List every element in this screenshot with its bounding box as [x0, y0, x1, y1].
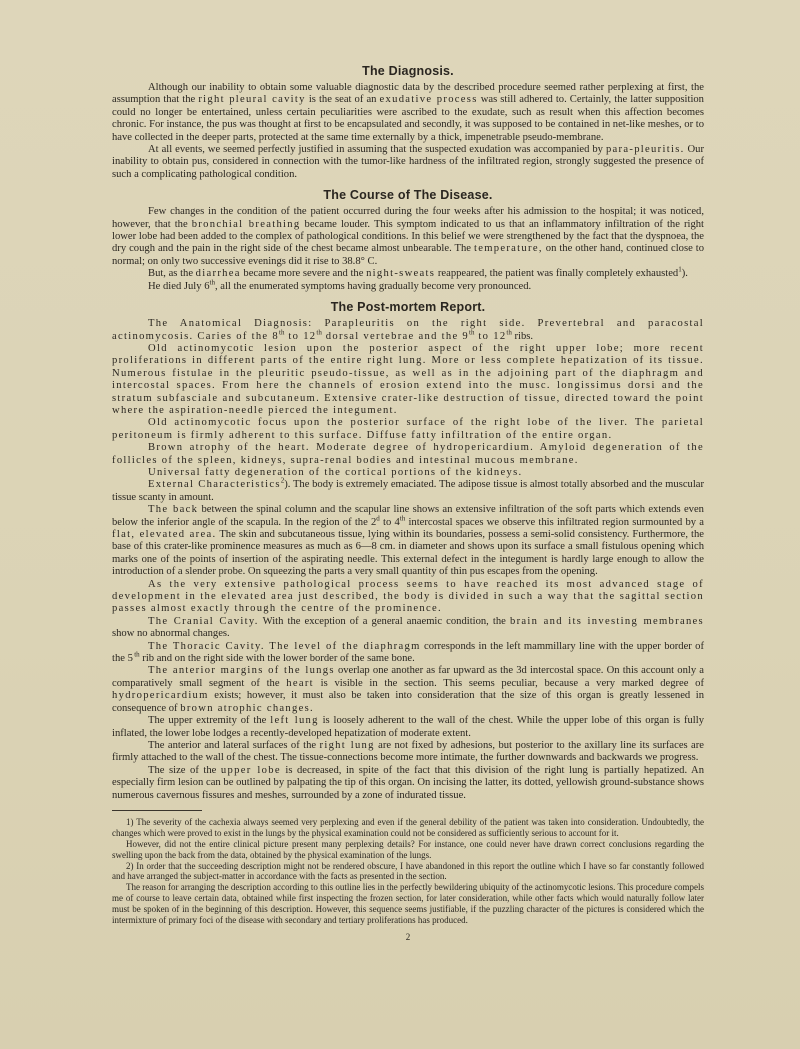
paragraph: The Cranial Cavity. With the exception of a general anaemic condition, the brain and its investing membranes show no abnormal changes.: [112, 615, 704, 640]
paragraph: At all events, we seemed perfectly justified in assuming that the suspected exudation was accompanied by para-pleuritis. Our inability to obtain pus, considered in connection with the tumor-like hardness of the infiltrated region, strongly suggested the presence of such a complicating pathological condition.: [112, 144, 705, 180]
paragraph: The Thoracic Cavity. The level of the diaphragm corresponds in the left mammillary line with the upper border of the 5th rib and on the right side with the lower border of the same bone.: [112, 640, 705, 665]
paragraph: As the very extensive pathological process seems to have reached its most advanced stage of development in the elevated area just described, the body is divided in such a way that the sagittal section passes almost exactly through the centre of the prominence.: [112, 578, 704, 615]
content: [112, 64, 704, 942]
paragraph: Brown atrophy of the heart. Moderate degree of hydropericardium. Amyloid degeneration of the follicles of the spleen, kidneys, supra-renal bodies and intestinal mucous membrane.: [112, 442, 704, 466]
paragraph: Few changes in the condition of the patient occurred during the four weeks after his admission to the hospital; it was noticed, however, that the bronchial breathing became louder. This symptom indicated to us that an inflammatory infiltration of the right lower lobe had been added to the complex of pathological conditions. In this belief we were strengthened by the fact that the dyspnoea, the dry cough and the pain in the right side of the chest became almost unbearable. The temperature, on the other hand, continued close to normal; on only two successive evenings did it rise to 38.8° C.: [112, 206, 705, 267]
paragraph: The back between the spinal column and the scapular line shows an extensive infiltration of the soft parts which extends even below the inferior angle of the scapula. In the region of the 2$^d$ to 4th intercostal spaces we observe this infiltrated region surmounted by a flat, elevated area. The skin and subcutaneous tissue, lying within its boundaries, possess a semi-solid consistency. Furthermore, the base of this crater-like prominence measures as much as 6—8 cm. in diameter and shows upon its surface a small fistulous opening which marks one of the points of insertion of the aspirating needle. This external defect in the integument is hardly large enough to allow the introduction of a slender probe. On squeezing the parts a very small quantity of thin pus escapes from the opening.: [112, 504, 704, 578]
paragraph: The anterior margins of the lungs overlap one another as far upward as the 3d intercostal space. On this account only a comparatively small segment of the heart is visible in the section. This seems peculiar, because a very marked degree of hydropericardium exists; however, it must also be taken into consideration that the size of this organ is greatly lessened in consequence of brown atrophic changes.: [112, 665, 704, 714]
paragraph: The Anatomical Diagnosis: Parapleuritis on the right side. Prevertebral and paracostal actinomycosis. Caries of the 8th to 12th dorsal vertebrae and the 9th to 12th ribs.: [112, 318, 704, 342]
paragraph: Although our inability to obtain some valuable diagnostic data by the described procedure seemed rather perplexing at first, the assumption that the right pleural cavity is the seat of an exudative process was still adhered to. Certainly, the latter supposition could no longer be entertained, unless certain peculiarities were ascribed to the exudate, such as result when this affection becomes chronic. For instance, the pus was thought at first to be encapsulated and secondly, it was supposed to be contained in net-like meshes, or to have collected in the deeper parts, protected at the same time externally by a thick, impenetrable pseudo-membrane.: [112, 82, 704, 143]
paragraph: The upper extremity of the left lung is loosely adherent to the wall of the chest. While the upper lobe of this organ is fully inflated, the lower lobe lodges a recently-developed hepatization of moderate extent.: [112, 715, 704, 739]
paragraph: The size of the upper lobe is decreased, in spite of the fact that this division of the right lung is partially hepatized. An especially firm lesion can be outlined by palpating the tip of this organ. On incising the latter, its dotted, yellowish ground-substance shows numerous cavernous fissures and meshes, surrounded by a zone of indurated tissue.: [112, 764, 705, 801]
page-number: 2: [405, 932, 411, 942]
paragraph: The anterior and lateral surfaces of the right lung are not fixed by adhesions, but posterior to the axillary line its surfaces are firmly attached to the wall of the chest. The tissue-connections become more intimate, the further downwards and backwards we progress.: [112, 739, 704, 764]
footnote: 2) In order that the succeeding description might not be rendered obscure, I have abandoned in this report the outline which I have so far constantly followed and have arranged the subject-matter in accordance with the facts as presented in the section.: [112, 860, 704, 882]
heading-postmortem: The Post-mortem Report.: [330, 300, 486, 315]
heading-course: The Course of The Disease.: [323, 188, 493, 203]
paragraph: He died July 6th, all the enumerated symptoms having gradually become very pronounced.: [148, 278, 532, 292]
paragraph: Universal fatty degeneration of the cortical portions of the kidneys.: [148, 466, 523, 478]
paragraph: Old actinomycotic lesion upon the posterior aspect of the right upper lobe; more recent proliferations in different parts of the entire right lung. More or less complete hepatization of its tissue. Numerous fistulae in the pleuritic pseudo-tissue, as well as in the adjoining part of the diaphragm and intercostal spaces. From here the channels of erosion extend into the musc. longissimus dorsi and the stratum subfasciale and subcutaneum. Extensive crater-like destruction of tissue, directed toward the point where the aspiration-needle pierced the integument.: [112, 342, 704, 416]
heading-diagnosis: The Diagnosis.: [362, 64, 454, 78]
footnotes: [112, 817, 704, 926]
footnote: The reason for arranging the description according to this outline lies in the perfectly bewildering ubiquity of the actinomycotic lesions. This procedure compels me of course to leave certain data, obtained while first inspecting the frozen section, for later consideration, while other facts which would naturally follow later must be spoken of in the beginning of this description. However, this sequence seems justifiable, if the puzzling character of the pictures is considered which the intermixture of primary foci of the disease with secondary and tertiary proliferations has produced.: [112, 882, 704, 926]
paragraph: Old actinomycotic focus upon the posterior surface of the right lobe of the liver. The parietal peritoneum is firmly adherent to this surface. Diffuse fatty infiltration of the entire organ.: [112, 417, 704, 441]
footnote-divider: [112, 810, 202, 811]
footnote: However, did not the entire clinical picture present many perplexing details? For instance, one could never have drawn correct conclusions regarding the swelling upon the back from the data, obtained by the physical examination of the lungs.: [112, 838, 704, 860]
paragraph: But, as the diarrhea became more severe and the night-sweats reappeared, the patient was finally completely exhausted$^1$).: [148, 265, 688, 280]
footnote: 1) The severity of the cachexia always seemed very perplexing and even if the general debility of the patient was taken into consideration. Undoubtedly, the changes which were proved to exist in the lungs by the physical examination could not be considered as sufficiently serious to account for it.: [112, 816, 704, 838]
paragraph: External Characteristics$^2$). The body is extremely emaciated. The adipose tissue is almost totally absorbed and the muscular tissue scanty in amount.: [112, 476, 704, 503]
